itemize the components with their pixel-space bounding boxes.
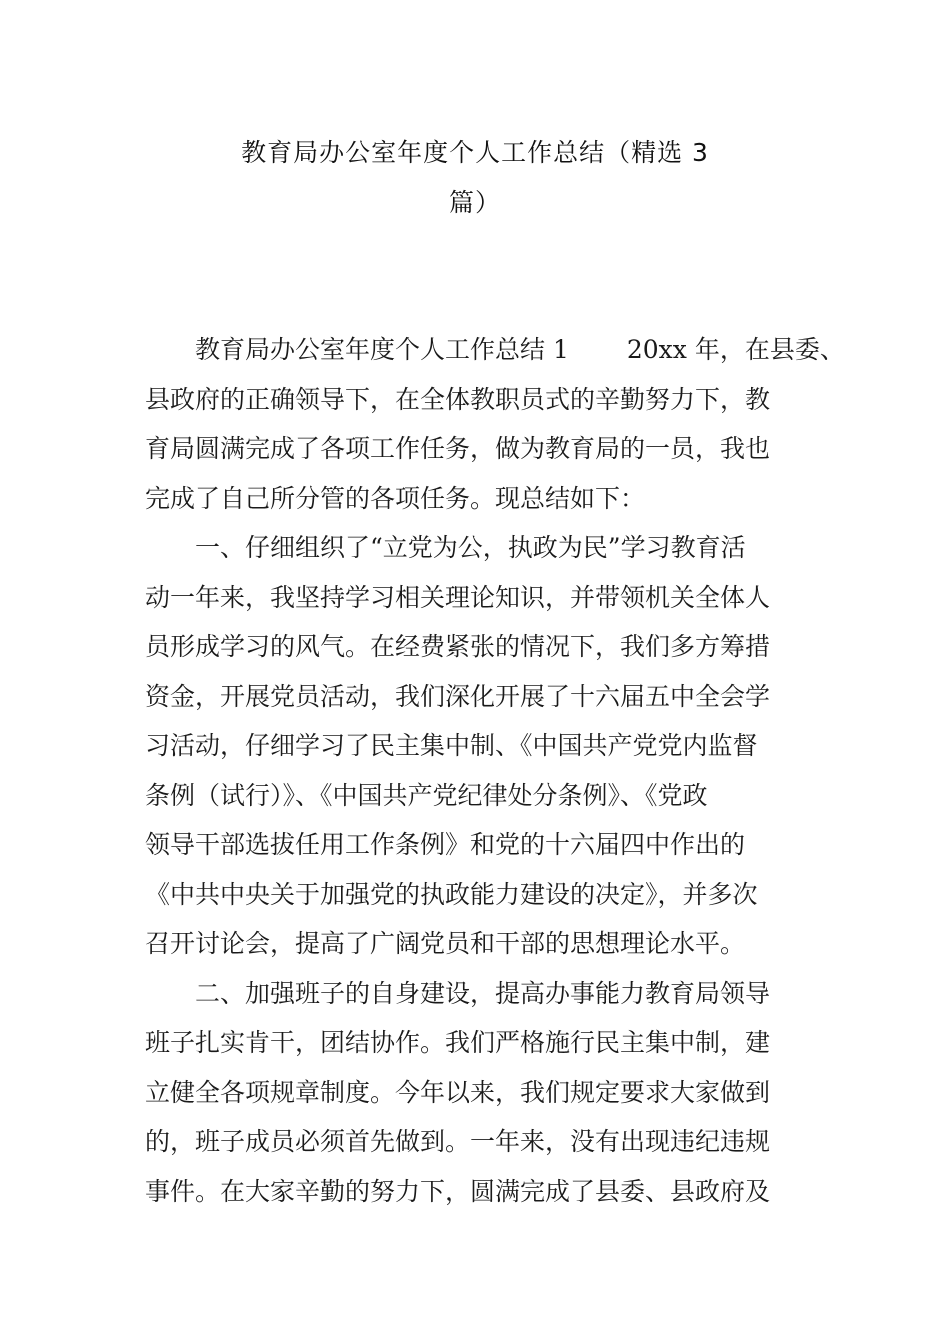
paragraph-line: 育局圆满完成了各项工作任务，做为教育局的一员，我也 [145, 434, 771, 463]
paragraph-line: 事件。在大家辛勤的努力下，圆满完成了县委、县政府及 [145, 1176, 771, 1206]
title-line: 教育局办公室年度个人工作总结（精选 3 [241, 138, 709, 167]
paragraph-line: 《中共中央关于加强党的执政能力建设的决定》，并多次 [145, 879, 758, 909]
paragraph-line: 二、加强班子的自身建设，提高办事能力教育局领导 [195, 978, 771, 1008]
paragraph-line: 领导干部选拔任用工作条例》和党的十六届四中作出的 [145, 830, 746, 859]
paragraph-line: 班子扎实肯干，团结协作。我们严格施行民主集中制，建 [145, 1028, 771, 1057]
paragraph-line: 员形成学习的风气。在经费紧张的情况下，我们多方筹措 [145, 632, 771, 661]
paragraph-text: 20xx 年，在县委、 [626, 335, 845, 364]
paragraph-line: 的，班子成员必须首先做到。一年来，没有出现违纪违规 [145, 1127, 771, 1156]
paragraph-line: 动一年来，我坚持学习相关理论知识，并带领机关全体人 [145, 582, 771, 612]
paragraph-line: 资金，开展党员活动，我们深化开展了十六届五中全会学 [145, 681, 771, 711]
section-heading: 教育局办公室年度个人工作总结 1 [195, 335, 569, 364]
paragraph-line: 县政府的正确领导下，在全体教职员式的辛勤努力下，教 [145, 384, 771, 414]
paragraph-line: 立健全各项规章制度。今年以来，我们规定要求大家做到 [145, 1077, 771, 1107]
document-body [0, 325, 950, 1216]
paragraph-1 [0, 325, 950, 523]
paragraph-3 [0, 969, 950, 1217]
paragraph-line: 习活动，仔细学习了民主集中制、《中国共产党党内监督 [145, 731, 758, 760]
paragraph-line: 一、仔细组织了“立党为公，执政为民”学习教育活 [195, 533, 746, 562]
paragraph-line: 完成了自己所分管的各项任务。现总结如下： [145, 483, 646, 513]
paragraph-line [0, 325, 950, 375]
paragraph-line: 召开讨论会，提高了广阔党员和干部的思想理论水平。 [145, 929, 746, 958]
paragraph-line: 条例（试行）》、《中国共产党纪律处分条例》、《党政 [145, 780, 708, 810]
title-line: 篇） [448, 187, 501, 217]
document-title [140, 128, 810, 227]
paragraph-2 [0, 523, 950, 969]
